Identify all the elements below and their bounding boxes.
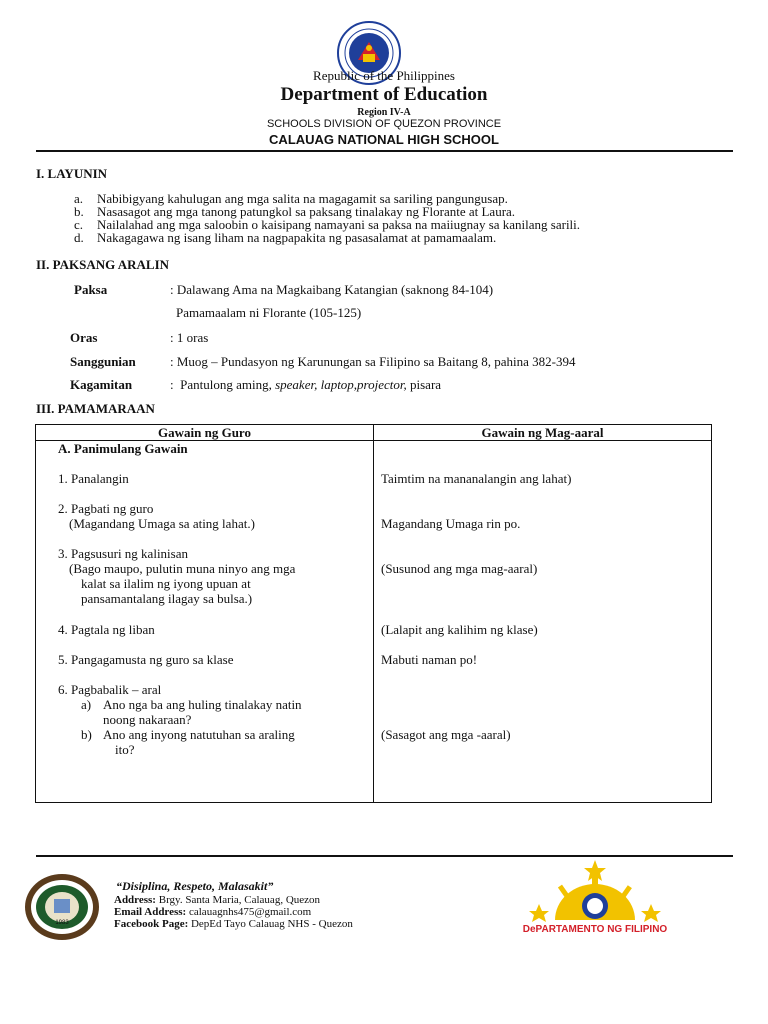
school-name: CALAUAG NATIONAL HIGH SCHOOL xyxy=(269,132,499,147)
table-row xyxy=(36,441,712,803)
guro-step: 5. Pangagamusta ng guro sa klase xyxy=(58,652,234,667)
guro-step-detail: (Bago maupo, pulutin muna ninyo ang mga xyxy=(69,561,296,576)
guro-cell xyxy=(36,441,374,803)
paksang-aralin-heading: II. PAKSANG ARALIN xyxy=(36,257,170,272)
kagamitan-text: : Pantulong aming, xyxy=(170,377,276,392)
email-value: calauagnhs475@gmail.com xyxy=(186,906,312,918)
address-label: Address: xyxy=(114,894,156,906)
paksa-value: : Dalawang Ama na Magkaibang Katangian (saknong 84-104) xyxy=(170,282,494,297)
paksa-label: Paksa xyxy=(74,282,108,297)
layunin-letter: d. xyxy=(74,230,84,245)
guro-step: 2. Pagbati ng guro xyxy=(58,501,154,516)
layunin-heading: I. LAYUNIN xyxy=(36,166,108,181)
region-label: Region IV-A xyxy=(357,107,411,118)
pamamaraan-heading: III. PAMAMARAAN xyxy=(36,401,155,416)
oras-label: Oras xyxy=(70,330,98,345)
header-divider xyxy=(36,150,733,152)
email-label: Email Address: xyxy=(114,906,187,918)
layunin-letter: a. xyxy=(74,191,84,206)
magaaral-response: (Lalapit ang kalihim ng klase) xyxy=(381,622,538,637)
layunin-item: Nakagagawa ng isang liham na nagpapakita ng pasasalamat at pamamaalam. xyxy=(97,230,497,245)
guro-step: 4. Pagtala ng liban xyxy=(58,622,155,637)
departamento-logo-text: DePARTAMENTO NG FILIPINO xyxy=(522,924,668,935)
pamamaraan-table xyxy=(35,424,712,803)
question-letter: a) xyxy=(81,697,92,712)
magaaral-response: Magandang Umaga rin po. xyxy=(381,516,521,531)
republic-label: Republic of the Philippines xyxy=(313,68,455,83)
col-guro-header: Gawain ng Guro xyxy=(36,425,374,441)
address-value: Brgy. Santa Maria, Calauag, Quezon xyxy=(155,894,321,906)
school-logo-icon xyxy=(24,873,100,941)
sanggunian-label: Sanggunian xyxy=(70,354,136,369)
layunin-item: Nailalahad ang mga saloobin o kaisipang namayani sa paksa na maiiugnay sa kanilang sarili. xyxy=(97,217,581,232)
question-text: Ano ang inyong natutuhan sa araling xyxy=(103,727,295,742)
question-text: noong nakaraan? xyxy=(103,712,192,727)
magaaral-response: (Susunod ang mga mag-aaral) xyxy=(381,561,538,576)
facebook-line xyxy=(114,918,353,931)
guro-step: 6. Pagbabalik – aral xyxy=(58,682,162,697)
school-logo-year: 1983 xyxy=(55,920,69,926)
layunin-item: Nabibigyang kahulugan ang mga salita na magagamit sa sariling pangungusap. xyxy=(97,191,508,206)
paksa-value-2: Pamamaalam ni Florante (105-125) xyxy=(176,305,362,320)
school-motto: “Disiplina, Respeto, Malasakit” xyxy=(116,879,274,893)
oras-value: : 1 oras xyxy=(170,330,209,345)
guro-step-detail: pansamantalang ilagay sa bulsa.) xyxy=(81,591,253,606)
division-label: SCHOOLS DIVISION OF QUEZON PROVINCE xyxy=(266,118,502,130)
kagamitan-label: Kagamitan xyxy=(70,377,133,392)
footer-divider xyxy=(36,855,733,857)
facebook-value: DepEd Tayo Calauag NHS - Quezon xyxy=(188,918,353,930)
panimulang-gawain-heading: A. Panimulang Gawain xyxy=(58,441,188,456)
guro-step: 1. Panalangin xyxy=(58,471,129,486)
kagamitan-value xyxy=(170,377,441,393)
kagamitan-text-end: pisara xyxy=(406,377,442,392)
layunin-letter: b. xyxy=(74,204,84,219)
magaaral-response: (Sasagot ang mga -aaral) xyxy=(381,727,511,742)
magaaral-cell xyxy=(374,441,712,803)
department-title: Department of Education xyxy=(280,84,488,105)
question-text: ito? xyxy=(115,742,135,757)
layunin-item: Nasasagot ang mga tanong patungkol sa paksang tinalakay ng Florante at Laura. xyxy=(97,204,516,219)
departamento-logo-icon xyxy=(515,858,675,940)
magaaral-response: Mabuti naman po! xyxy=(381,652,478,667)
sanggunian-value: : Muog – Pundasyon ng Karunungan sa Filipino sa Baitang 8, pahina 382-394 xyxy=(170,354,576,369)
facebook-label: Facebook Page: xyxy=(114,918,189,930)
guro-step-detail: (Magandang Umaga sa ating lahat.) xyxy=(69,516,255,531)
col-magaaral-header: Gawain ng Mag-aaral xyxy=(374,425,712,441)
kagamitan-italic: speaker, laptop,projector, xyxy=(275,377,407,392)
magaaral-response: Taimtim na mananalangin ang lahat) xyxy=(381,471,572,486)
layunin-letter: c. xyxy=(74,217,84,232)
question-letter: b) xyxy=(81,727,92,742)
guro-step: 3. Pagsusuri ng kalinisan xyxy=(58,546,188,561)
table-header-row xyxy=(36,425,712,441)
guro-step-detail: kalat sa ilalim ng iyong upuan at xyxy=(81,576,251,591)
question-text: Ano nga ba ang huling tinalakay natin xyxy=(103,697,302,712)
